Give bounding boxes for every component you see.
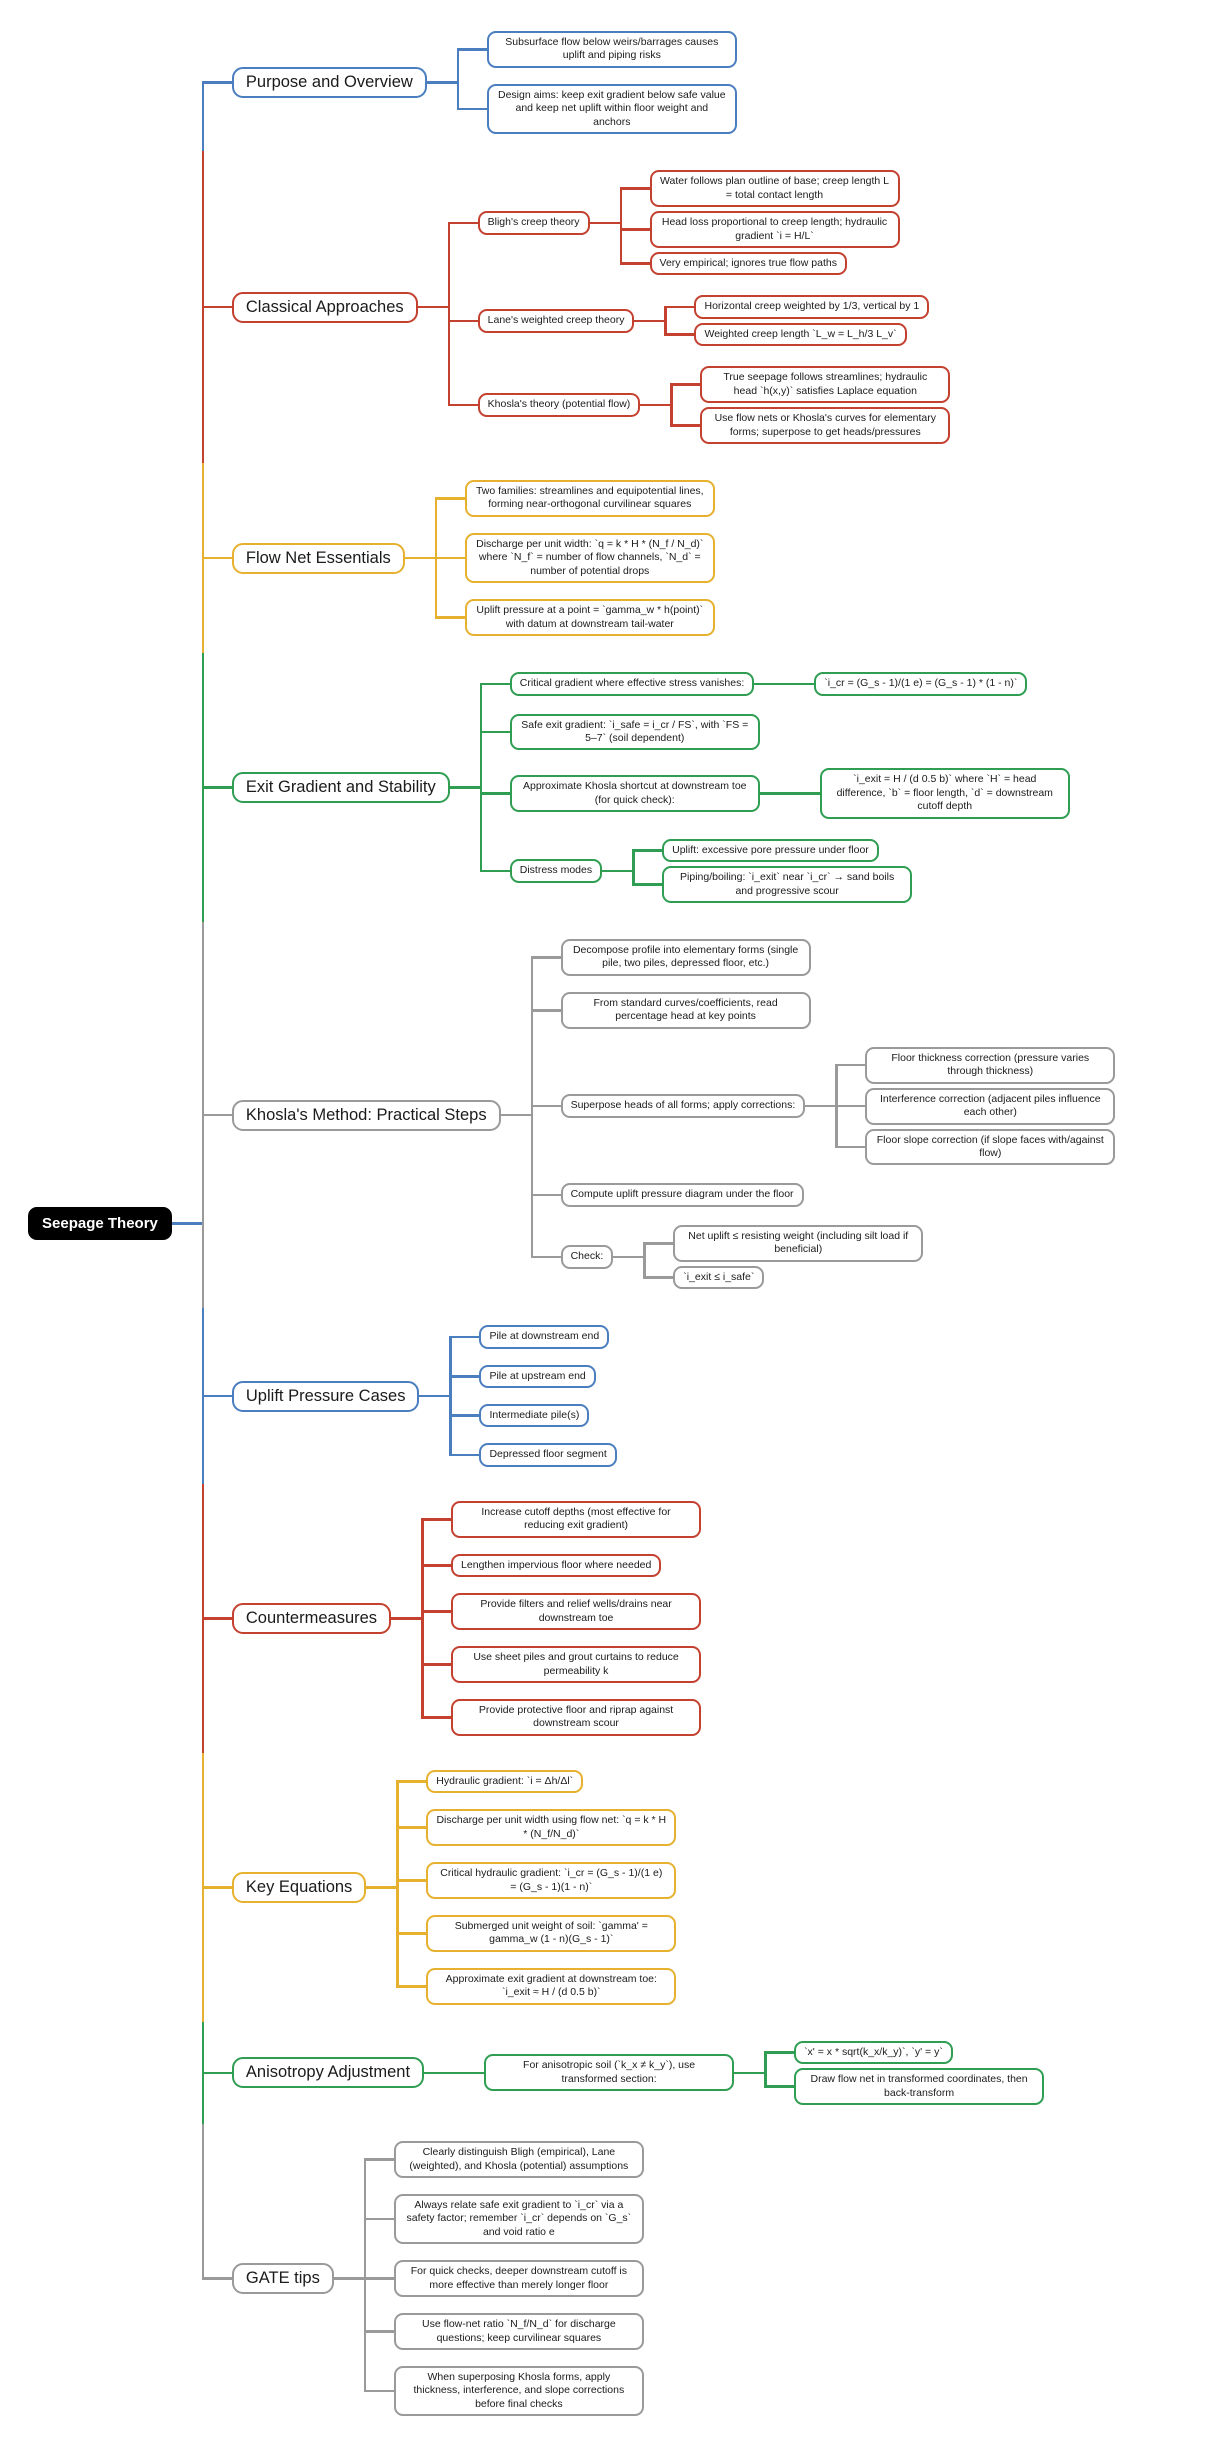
node-clearly-distinguish-bligh-empirical-[interactable]: Clearly distinguish Bligh (empirical), Lane (weighted), and Khosla (potential) assumptions bbox=[394, 2141, 644, 2178]
mindmap-subtree bbox=[643, 1264, 923, 1291]
mindmap-subtree bbox=[435, 525, 715, 591]
node-for-anisotropic-soil-k-x-k-y-use-tra[interactable]: For anisotropic soil (`k_x ≠ k_y`), use transformed section: bbox=[484, 2054, 734, 2091]
node-true-seepage-follows-streamlines-hyd[interactable]: True seepage follows streamlines; hydraulic head `h(x,y)` satisfies Laplace equation bbox=[700, 366, 950, 403]
connector-line bbox=[640, 404, 670, 407]
branch-subtree bbox=[202, 2022, 1115, 2124]
mindmap-subtree bbox=[480, 706, 1070, 759]
mindmap-subtree bbox=[670, 364, 950, 405]
mindmap-subtree bbox=[531, 1175, 1116, 1214]
mindmap-subtree bbox=[396, 1854, 676, 1907]
mindmap-subtree bbox=[364, 2133, 644, 2186]
mindmap-canvas bbox=[28, 14, 1198, 2433]
mindmap-subtree bbox=[457, 76, 737, 142]
mindmap-subtree bbox=[790, 766, 1070, 820]
mindmap-subtree bbox=[435, 472, 715, 525]
node-decompose-profile-into-elementary-fo[interactable]: Decompose profile into elementary forms (single pile, two piles, depressed floor, etc.) bbox=[561, 939, 811, 976]
mindmap-subtree bbox=[449, 1317, 616, 1356]
node-two-families-streamlines-and-equipot[interactable]: Two families: streamlines and equipotential lines, forming near-orthogonal curvilinear squares bbox=[465, 480, 715, 517]
branch-subtree bbox=[202, 1753, 1115, 2022]
node-exit-gradient-and-stability[interactable]: Exit Gradient and Stability bbox=[232, 772, 450, 803]
mindmap-subtree bbox=[835, 1045, 1115, 1086]
mindmap-subtree bbox=[670, 405, 950, 446]
mindmap-subtree bbox=[396, 1762, 676, 1801]
mindmap-subtree bbox=[457, 23, 737, 76]
node-classical-approaches[interactable]: Classical Approaches bbox=[232, 292, 418, 323]
mindmap-subtree bbox=[396, 1960, 676, 2013]
root-node[interactable]: Seepage Theory bbox=[28, 1207, 172, 1240]
mindmap-subtree bbox=[449, 1396, 616, 1435]
node-provide-protective-floor-and-riprap-[interactable]: Provide protective floor and riprap against downstream scour bbox=[451, 1699, 701, 1736]
mindmap-subtree bbox=[396, 1801, 676, 1854]
mindmap-subtree bbox=[620, 168, 900, 209]
mindmap-subtree bbox=[396, 1907, 676, 1960]
node-lane-s-weighted-creep-theory[interactable]: Lane's weighted creep theory bbox=[478, 309, 635, 332]
mindmap-subtree bbox=[620, 209, 900, 250]
node-provide-filters-and-relief-wells-dra[interactable]: Provide filters and relief wells/drains near downstream toe bbox=[451, 1593, 701, 1630]
node-uplift-excessive-pore-pressure-under[interactable]: Uplift: excessive pore pressure under floor bbox=[662, 839, 879, 862]
connector-line bbox=[760, 792, 790, 795]
node-net-uplift-resisting-weight-includin[interactable]: Net uplift ≤ resisting weight (including silt load if beneficial) bbox=[673, 1225, 923, 1262]
connector-line bbox=[501, 1114, 531, 1117]
node-pile-at-upstream-end[interactable]: Pile at upstream end bbox=[479, 1365, 595, 1388]
node-weighted-creep-length-l-w-l-h-3-l-v[interactable]: Weighted creep length `L_w = L_h/3 L_v` bbox=[694, 323, 906, 346]
node-approximate-exit-gradient-at-downstr[interactable]: Approximate exit gradient at downstream toe: `i_exit ≈ H / (d 0.5 b)` bbox=[426, 1968, 676, 2005]
mindmap-subtree bbox=[421, 1691, 701, 1744]
node-flow-net-essentials[interactable]: Flow Net Essentials bbox=[232, 543, 405, 574]
mindmap-subtree bbox=[421, 1585, 701, 1638]
node-gate-tips[interactable]: GATE tips bbox=[232, 2263, 334, 2294]
connector-line bbox=[450, 786, 480, 789]
mindmap-subtree bbox=[531, 1037, 1116, 1176]
node-i-cr-g-s-1-1-e-g-s-1-1-n[interactable]: `i_cr = (G_s - 1)/(1 e) = (G_s - 1) * (1 - n)` bbox=[814, 672, 1027, 695]
node-floor-thickness-correction-pressure-[interactable]: Floor thickness correction (pressure varies through thickness) bbox=[865, 1047, 1115, 1084]
connector-line bbox=[734, 2072, 764, 2075]
branch-subtree bbox=[202, 1308, 1115, 1484]
node-key-equations[interactable]: Key Equations bbox=[232, 1872, 366, 1903]
node-i-exit-i-safe[interactable]: `i_exit ≤ i_safe` bbox=[673, 1266, 764, 1289]
node-i-exit-h-d-0-5-b-where-h-head-differ[interactable]: `i_exit = H / (d 0.5 b)` where `H` = head difference, `b` = floor length, `d` = downstream cutoff depth bbox=[820, 768, 1070, 818]
node-head-loss-proportional-to-creep-leng[interactable]: Head loss proportional to creep length; hydraulic gradient `i = H/L` bbox=[650, 211, 900, 248]
node-subsurface-flow-below-weirs-barrages[interactable]: Subsurface flow below weirs/barrages causes uplift and piping risks bbox=[487, 31, 737, 68]
mindmap-subtree bbox=[448, 285, 951, 356]
node-check[interactable]: Check: bbox=[561, 1245, 614, 1268]
node-water-follows-plan-outline-of-base-c[interactable]: Water follows plan outline of base; creep length L = total contact length bbox=[650, 170, 900, 207]
node-use-sheet-piles-and-grout-curtains-t[interactable]: Use sheet piles and grout curtains to reduce permeability k bbox=[451, 1646, 701, 1683]
connector-line bbox=[754, 683, 784, 686]
connector-line bbox=[172, 1222, 202, 1225]
node-when-superposing-khosla-forms-apply-[interactable]: When superposing Khosla forms, apply thickness, interference, and slope corrections before final checks bbox=[394, 2366, 644, 2416]
node-interference-correction-adjacent-pil[interactable]: Interference correction (adjacent piles influence each other) bbox=[865, 1088, 1115, 1125]
connector-line bbox=[391, 1617, 421, 1620]
node-lengthen-impervious-floor-where-need[interactable]: Lengthen impervious floor where needed bbox=[451, 1554, 661, 1577]
node-for-quick-checks-deeper-downstream-c[interactable]: For quick checks, deeper downstream cutoff is more effective than merely longer floor bbox=[394, 2260, 644, 2297]
node-khosla-s-method-practical-steps[interactable]: Khosla's Method: Practical Steps bbox=[232, 1100, 501, 1131]
mindmap-subtree bbox=[448, 356, 951, 454]
mindmap-subtree bbox=[454, 2031, 1044, 2115]
mindmap-subtree bbox=[835, 1127, 1115, 1168]
branch-subtree bbox=[202, 14, 1115, 151]
mindmap-subtree bbox=[421, 1638, 701, 1691]
branch-subtree bbox=[202, 653, 1115, 922]
node-piping-boiling-i-exit-near-i-cr-sand[interactable]: Piping/boiling: `i_exit` near `i_cr` → sand boils and progressive scour bbox=[662, 866, 912, 903]
mindmap-subtree bbox=[480, 662, 1070, 705]
mindmap-subtree bbox=[449, 1435, 616, 1474]
mindmap-subtree bbox=[835, 1086, 1115, 1127]
mindmap-subtree bbox=[435, 591, 715, 644]
mindmap-subtree bbox=[632, 837, 912, 864]
connector-line bbox=[590, 222, 620, 225]
node-draw-flow-net-in-transformed-coordin[interactable]: Draw flow net in transformed coordinates, then back-transform bbox=[794, 2068, 1044, 2105]
mindmap-subtree bbox=[531, 931, 1116, 984]
connector-line bbox=[805, 1105, 835, 1108]
node-approximate-khosla-shortcut-at-downs[interactable]: Approximate Khosla shortcut at downstream toe (for quick check): bbox=[510, 775, 760, 812]
node-bligh-s-creep-theory[interactable]: Bligh's creep theory bbox=[478, 211, 590, 234]
connector-line bbox=[613, 1256, 643, 1259]
branch-subtree bbox=[202, 151, 1115, 463]
node-countermeasures[interactable]: Countermeasures bbox=[232, 1603, 391, 1634]
node-submerged-unit-weight-of-soil-gamma-[interactable]: Submerged unit weight of soil: `gamma' = gamma_w (1 - n)(G_s - 1)` bbox=[426, 1915, 676, 1952]
node-design-aims-keep-exit-gradient-below[interactable]: Design aims: keep exit gradient below safe value and keep net uplift within floor weight and anchors bbox=[487, 84, 737, 134]
node-discharge-per-unit-width-using-flow-[interactable]: Discharge per unit width using flow net: `q = k * H * (N_f/N_d)` bbox=[426, 1809, 676, 1846]
connector-line bbox=[634, 320, 664, 323]
mindmap-subtree bbox=[364, 2358, 644, 2424]
connector-line bbox=[602, 870, 632, 873]
mindmap-subtree bbox=[480, 758, 1070, 828]
connector-line bbox=[427, 81, 457, 84]
node-uplift-pressure-at-a-point-gamma-w-h[interactable]: Uplift pressure at a point = `gamma_w * h(point)` with datum at downstream tail-water bbox=[465, 599, 715, 636]
node-distress-modes[interactable]: Distress modes bbox=[510, 859, 602, 882]
node-use-flow-nets-or-khosla-s-curves-for[interactable]: Use flow nets or Khosla's curves for elementary forms; superpose to get heads/pressures bbox=[700, 407, 950, 444]
branch-subtree bbox=[202, 922, 1115, 1308]
node-always-relate-safe-exit-gradient-to-[interactable]: Always relate safe exit gradient to `i_cr` via a safety factor; remember `i_cr` depends on `G_s` and void ratio e bbox=[394, 2194, 644, 2244]
branch-subtree bbox=[202, 1484, 1115, 1753]
connector-line bbox=[334, 2277, 364, 2280]
mindmap-subtree bbox=[664, 293, 929, 320]
mindmap-subtree bbox=[764, 2039, 1044, 2066]
node-hydraulic-gradient-i-h-l[interactable]: Hydraulic gradient: `i = Δh/Δl` bbox=[426, 1770, 583, 1793]
node-critical-gradient-where-effective-st[interactable]: Critical gradient where effective stress vanishes: bbox=[510, 672, 755, 695]
connector-line bbox=[418, 306, 448, 309]
mindmap-subtree bbox=[480, 829, 1070, 913]
node-x-x-sqrt-k-x-k-y-y-y[interactable]: `x' = x * sqrt(k_x/k_y)`, `y' = y` bbox=[794, 2041, 953, 2064]
node-purpose-and-overview[interactable]: Purpose and Overview bbox=[232, 67, 427, 98]
connector-line bbox=[405, 557, 435, 560]
mindmap-subtree bbox=[364, 2305, 644, 2358]
branch-subtree bbox=[202, 2124, 1115, 2433]
node-safe-exit-gradient-i-safe-i-cr-fs-wi[interactable]: Safe exit gradient: `i_safe = i_cr / FS`, with `FS = 5–7` (soil dependent) bbox=[510, 714, 760, 751]
mindmap-subtree bbox=[448, 160, 951, 285]
mindmap-subtree bbox=[531, 984, 1116, 1037]
node-compute-uplift-pressure-diagram-unde[interactable]: Compute uplift pressure diagram under the floor bbox=[561, 1183, 804, 1206]
node-increase-cutoff-depths-most-effectiv[interactable]: Increase cutoff depths (most effective for reducing exit gradient) bbox=[451, 1501, 701, 1538]
mindmap-subtree bbox=[632, 864, 912, 905]
branch-subtree bbox=[202, 463, 1115, 653]
node-uplift-pressure-cases[interactable]: Uplift Pressure Cases bbox=[232, 1381, 420, 1412]
node-very-empirical-ignores-true-flow-pat[interactable]: Very empirical; ignores true flow paths bbox=[650, 252, 847, 275]
mindmap-subtree bbox=[421, 1493, 701, 1546]
mindmap-subtree bbox=[421, 1546, 701, 1585]
mindmap-subtree bbox=[620, 250, 900, 277]
mindmap-subtree bbox=[364, 2252, 644, 2305]
connector-line bbox=[424, 2072, 454, 2075]
node-floor-slope-correction-if-slope-face[interactable]: Floor slope correction (if slope faces with/against flow) bbox=[865, 1129, 1115, 1166]
mindmap-subtree bbox=[764, 2066, 1044, 2107]
node-depressed-floor-segment[interactable]: Depressed floor segment bbox=[479, 1443, 616, 1466]
node-khosla-s-theory-potential-flow[interactable]: Khosla's theory (potential flow) bbox=[478, 393, 641, 416]
mindmap-subtree bbox=[531, 1215, 1116, 1299]
node-from-standard-curves-coefficients-re[interactable]: From standard curves/coefficients, read percentage head at key points bbox=[561, 992, 811, 1029]
connector-line bbox=[366, 1886, 396, 1889]
node-superpose-heads-of-all-forms-apply-c[interactable]: Superpose heads of all forms; apply corrections: bbox=[561, 1094, 806, 1117]
connector-line bbox=[419, 1395, 449, 1398]
mindmap-subtree bbox=[364, 2186, 644, 2252]
node-discharge-per-unit-width-q-k-h-n-f-n[interactable]: Discharge per unit width: `q = k * H * (N_f / N_d)` where `N_f` = number of flow channels, `N_d` = number of potential drops bbox=[465, 533, 715, 583]
node-use-flow-net-ratio-n-f-n-d-for-disch[interactable]: Use flow-net ratio `N_f/N_d` for discharge questions; keep curvilinear squares bbox=[394, 2313, 644, 2350]
node-horizontal-creep-weighted-by-1-3-ver[interactable]: Horizontal creep weighted by 1/3, vertical by 1 bbox=[694, 295, 929, 318]
mindmap-subtree bbox=[664, 321, 929, 348]
node-critical-hydraulic-gradient-i-cr-g-s[interactable]: Critical hydraulic gradient: `i_cr = (G_s - 1)/(1 e) = (G_s - 1)(1 - n)` bbox=[426, 1862, 676, 1899]
node-intermediate-pile-s[interactable]: Intermediate pile(s) bbox=[479, 1404, 589, 1427]
mindmap-subtree bbox=[643, 1223, 923, 1264]
node-anisotropy-adjustment[interactable]: Anisotropy Adjustment bbox=[232, 2057, 424, 2088]
mindmap-subtree bbox=[784, 670, 1027, 697]
mindmap-subtree bbox=[449, 1357, 616, 1396]
node-pile-at-downstream-end[interactable]: Pile at downstream end bbox=[479, 1325, 609, 1348]
